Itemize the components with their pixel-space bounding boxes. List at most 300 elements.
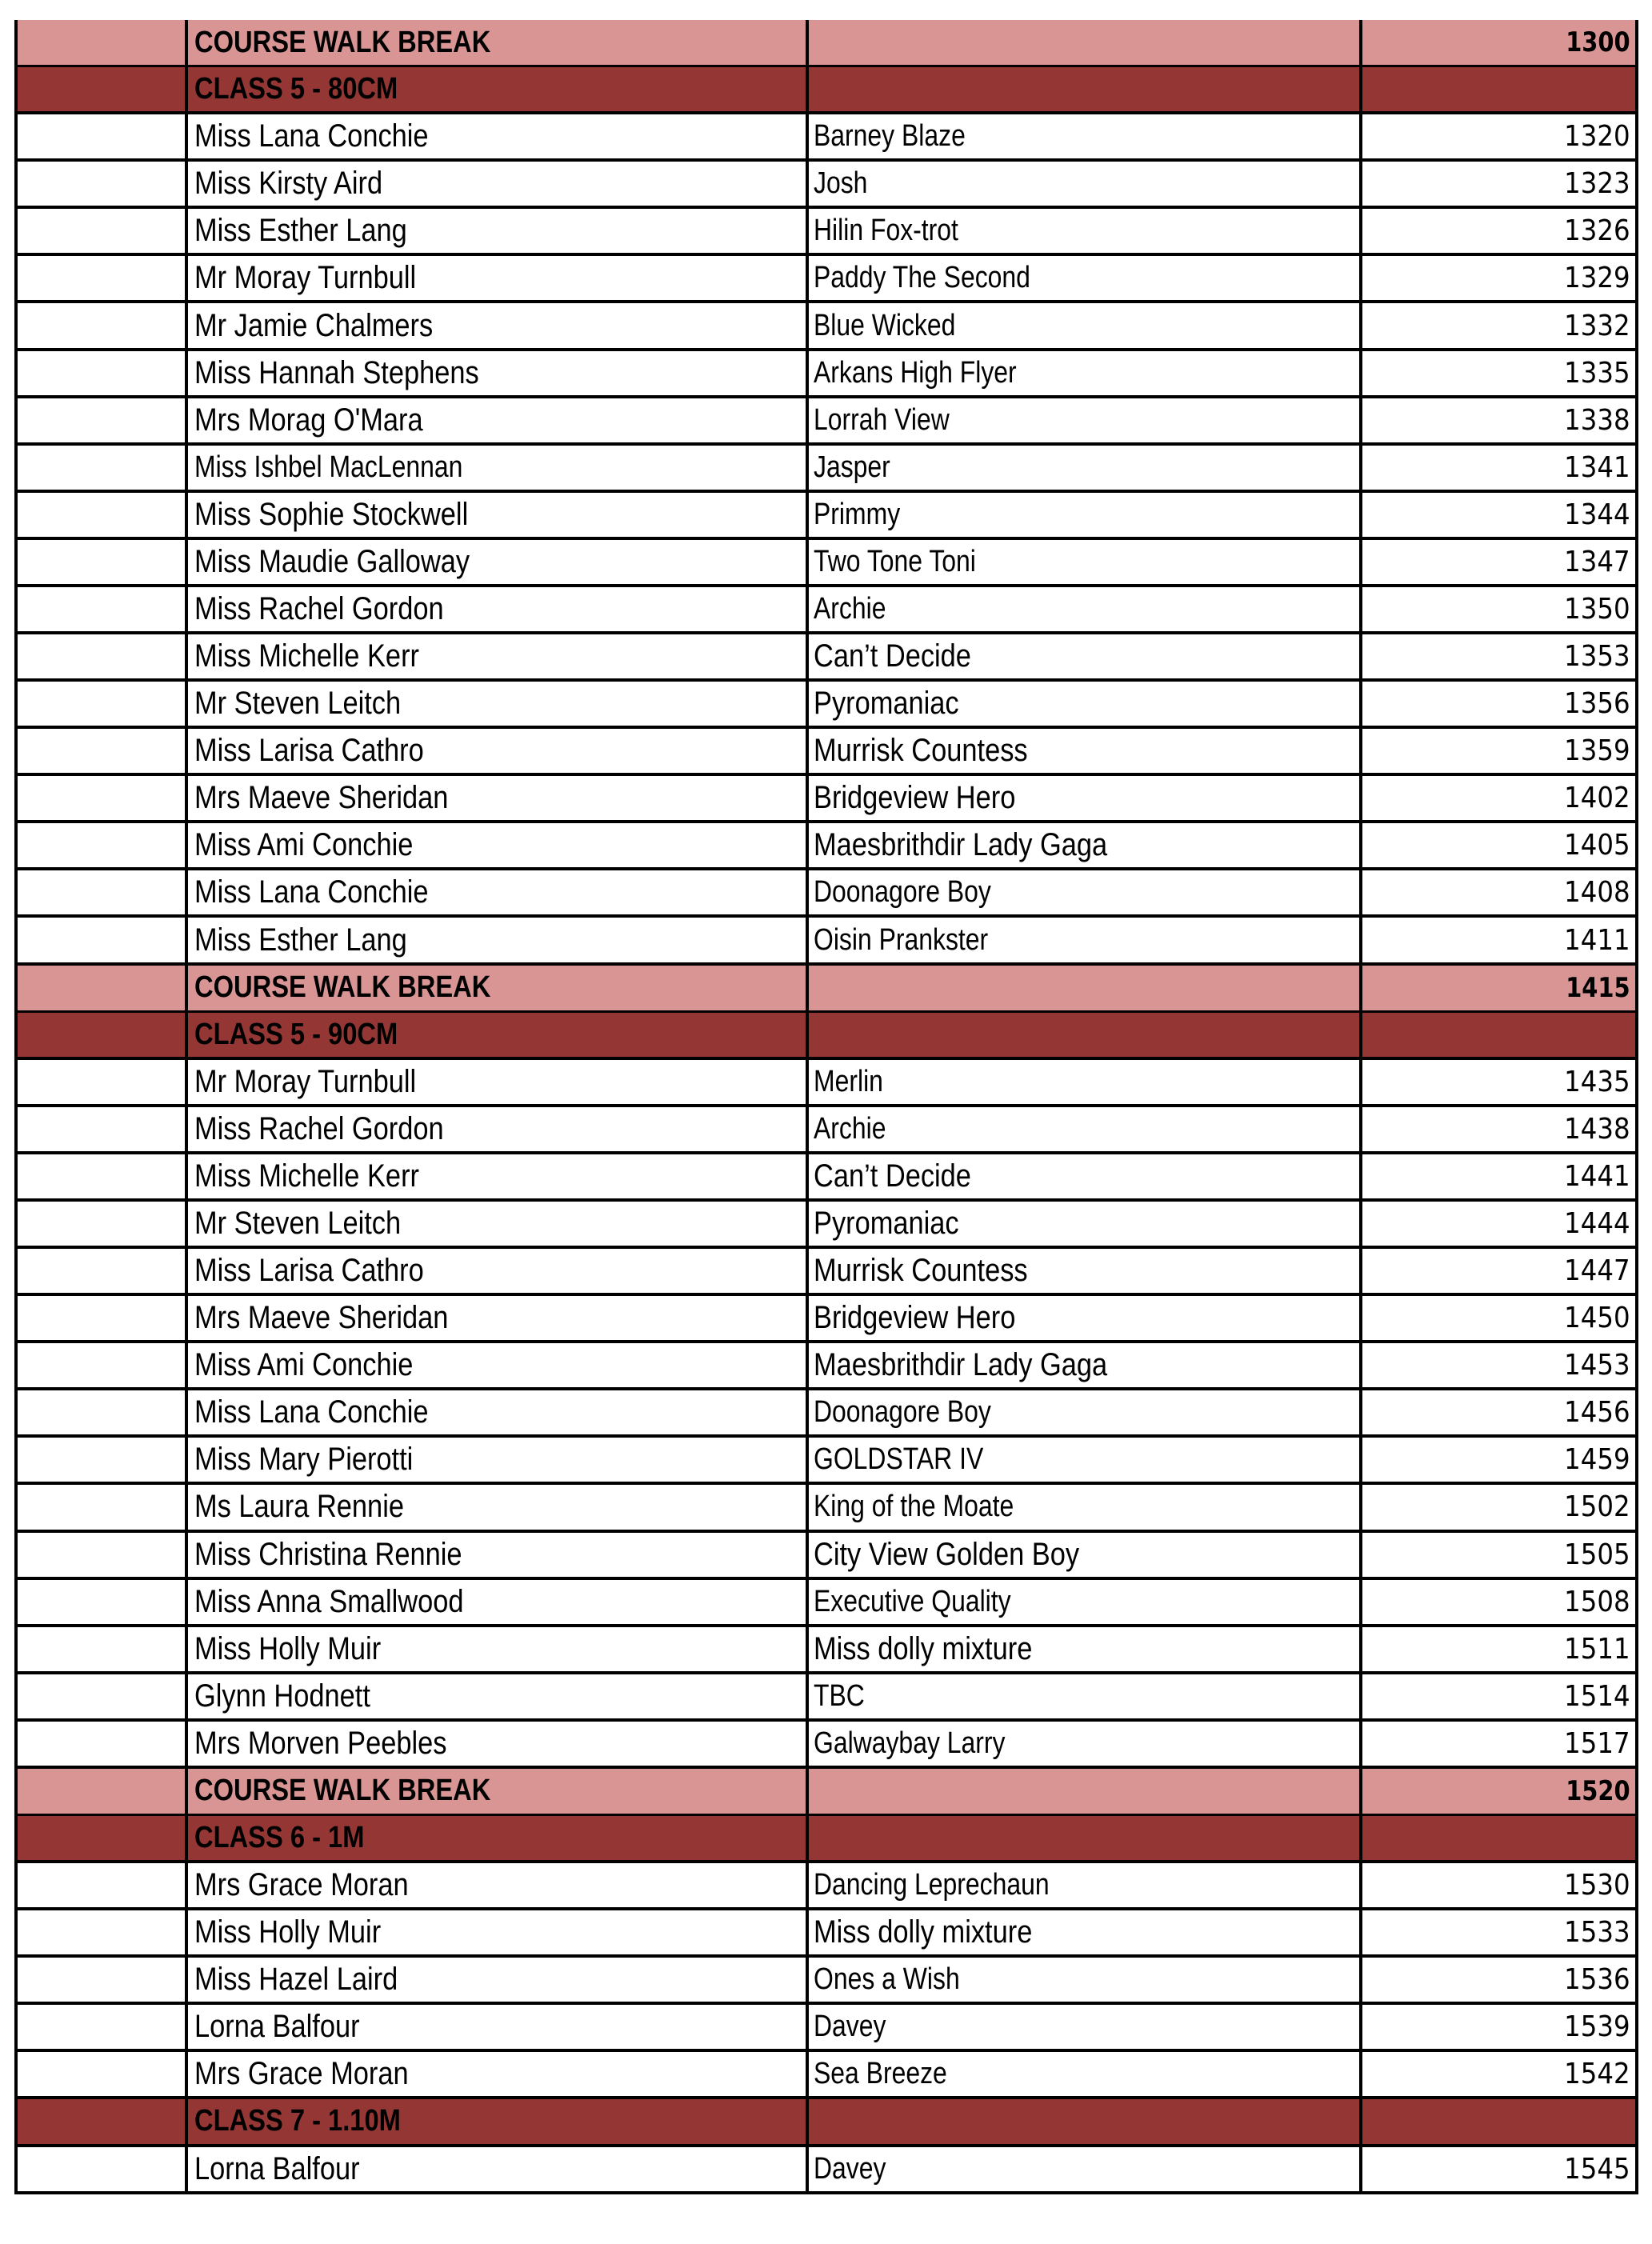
horse-cell (809, 1107, 1362, 1151)
number-cell (18, 2052, 188, 2096)
horse-name: Davey (814, 2010, 886, 2044)
time-cell (1362, 398, 1635, 442)
rider-cell (188, 1107, 809, 1151)
horse-name: Two Tone Toni (814, 544, 976, 578)
start-time: 1359 (1564, 734, 1630, 768)
time-cell (1362, 209, 1635, 253)
horse-cell (809, 1438, 1362, 1482)
time-cell (1362, 162, 1635, 206)
break-time: 1300 (1566, 26, 1630, 59)
number-cell (18, 1202, 188, 1246)
time-cell (1362, 1580, 1635, 1624)
number-cell (18, 634, 188, 678)
rider-cell (188, 2005, 809, 2049)
rider-cell (188, 1390, 809, 1434)
label-cell (188, 67, 809, 111)
number-cell (18, 918, 188, 962)
time-cell (1362, 2099, 1635, 2143)
horse-name: Josh (814, 166, 868, 201)
table-row (18, 1107, 1635, 1154)
rider-cell (188, 493, 809, 537)
horse-name: Archie (814, 1111, 886, 1146)
number-cell (18, 1533, 188, 1577)
time-cell (1362, 303, 1635, 347)
time-cell (1362, 587, 1635, 631)
rider-name: Miss Christina Rennie (194, 1536, 462, 1572)
number-cell (18, 1580, 188, 1624)
horse-name: TBC (814, 1678, 865, 1713)
time-cell (1362, 2005, 1635, 2049)
number-cell (18, 493, 188, 537)
number-cell (18, 1958, 188, 2002)
horse-name: Archie (814, 591, 886, 626)
class-title: CLASS 5 - 90CM (194, 1017, 398, 1051)
number-cell (18, 2005, 188, 2049)
start-time: 1453 (1564, 1349, 1630, 1382)
rider-name: Miss Ami Conchie (194, 1347, 414, 1383)
start-time: 1335 (1564, 356, 1630, 390)
rider-cell (188, 682, 809, 726)
start-time: 1456 (1564, 1396, 1630, 1430)
class-header-row (18, 2099, 1635, 2146)
horse-name: GOLDSTAR IV (814, 1442, 984, 1477)
rider-cell (188, 1627, 809, 1671)
number-cell (18, 823, 188, 867)
horse-cell (809, 1249, 1362, 1293)
horse-cell (809, 1580, 1362, 1624)
horse-cell (809, 1722, 1362, 1766)
horse-cell (809, 114, 1362, 158)
time-cell (1362, 1958, 1635, 2002)
rider-name: Miss Larisa Cathro (194, 1253, 424, 1289)
rider-name: Miss Ami Conchie (194, 827, 414, 863)
table-row (18, 1438, 1635, 1485)
table-row (18, 398, 1635, 446)
table-row (18, 1060, 1635, 1107)
horse-cell (809, 1627, 1362, 1671)
time-cell (1362, 20, 1635, 65)
horse-name: Pyromaniac (814, 686, 959, 722)
start-time: 1326 (1564, 214, 1630, 248)
time-cell (1362, 1863, 1635, 1907)
start-time: 1530 (1564, 1869, 1630, 1902)
table-row (18, 540, 1635, 587)
table-row (18, 351, 1635, 398)
start-time: 1539 (1564, 2010, 1630, 2044)
start-time: 1435 (1564, 1065, 1630, 1098)
horse-name: Murrisk Countess (814, 733, 1028, 769)
time-cell (1362, 1722, 1635, 1766)
horse-name: Jasper (814, 450, 890, 484)
horse-cell (809, 20, 1362, 65)
number-cell (18, 2147, 188, 2191)
time-cell (1362, 918, 1635, 962)
time-cell (1362, 1060, 1635, 1104)
table-row (18, 1863, 1635, 1910)
table-row (18, 776, 1635, 823)
rider-cell (188, 870, 809, 914)
number-cell (18, 398, 188, 442)
number-cell (18, 1863, 188, 1907)
rider-cell (188, 587, 809, 631)
number-cell (18, 1013, 188, 1057)
start-time: 1411 (1564, 923, 1630, 957)
horse-cell (809, 729, 1362, 773)
horse-name: Dancing Leprechaun (814, 1868, 1050, 1902)
horse-cell (809, 776, 1362, 820)
time-cell (1362, 1533, 1635, 1577)
rider-name: Miss Mary Pierotti (194, 1442, 414, 1478)
horse-cell (809, 1769, 1362, 1814)
horse-name: Hilin Fox-trot (814, 214, 958, 248)
rider-cell (188, 1249, 809, 1293)
time-cell (1362, 682, 1635, 726)
horse-cell (809, 1296, 1362, 1340)
horse-cell (809, 1390, 1362, 1434)
horse-cell (809, 1863, 1362, 1907)
horse-cell (809, 67, 1362, 111)
rider-cell (188, 1580, 809, 1624)
horse-cell (809, 2005, 1362, 2049)
horse-name: Oisin Prankster (814, 922, 989, 957)
start-time: 1341 (1564, 450, 1630, 484)
rider-cell (188, 729, 809, 773)
rider-cell (188, 2052, 809, 2096)
start-time: 1459 (1564, 1443, 1630, 1477)
table-row (18, 1958, 1635, 2005)
rider-name: Miss Rachel Gordon (194, 590, 444, 626)
break-time: 1520 (1566, 1774, 1630, 1807)
number-cell (18, 729, 188, 773)
horse-cell (809, 1154, 1362, 1198)
rider-name: Mrs Maeve Sheridan (194, 780, 449, 816)
rider-cell (188, 1722, 809, 1766)
start-time: 1408 (1564, 876, 1630, 910)
horse-name: Murrisk Countess (814, 1253, 1028, 1289)
time-cell (1362, 1769, 1635, 1814)
rider-cell (188, 776, 809, 820)
class-header-row (18, 1816, 1635, 1863)
rider-name: Miss Esther Lang (194, 922, 407, 958)
number-cell (18, 114, 188, 158)
number-cell (18, 870, 188, 914)
time-cell (1362, 1154, 1635, 1198)
horse-name: Bridgeview Hero (814, 1300, 1016, 1336)
number-cell (18, 1107, 188, 1151)
label-cell (188, 1769, 809, 1814)
table-row (18, 446, 1635, 493)
rider-cell (188, 162, 809, 206)
schedule-table (14, 20, 1638, 2194)
time-cell (1362, 634, 1635, 678)
start-time: 1338 (1564, 403, 1630, 437)
start-time: 1508 (1564, 1585, 1630, 1618)
class-header-row (18, 67, 1635, 114)
rider-cell (188, 1910, 809, 1954)
rider-name: Miss Anna Smallwood (194, 1583, 464, 1619)
class-title: CLASS 5 - 80CM (194, 72, 398, 106)
number-cell (18, 351, 188, 395)
table-row (18, 1580, 1635, 1627)
start-time: 1536 (1564, 1963, 1630, 1997)
number-cell (18, 67, 188, 111)
horse-name: Davey (814, 2151, 886, 2186)
time-cell (1362, 540, 1635, 584)
start-time: 1438 (1564, 1112, 1630, 1146)
table-row (18, 1674, 1635, 1722)
rider-name: Mrs Grace Moran (194, 2056, 409, 2092)
time-cell (1362, 446, 1635, 490)
rider-cell (188, 446, 809, 490)
label-cell (188, 1816, 809, 1860)
time-cell (1362, 2052, 1635, 2096)
horse-cell (809, 2099, 1362, 2143)
horse-name: Primmy (814, 497, 901, 531)
rider-name: Mrs Morven Peebles (194, 1725, 447, 1761)
rider-name: Mr Jamie Chalmers (194, 307, 434, 343)
rider-cell (188, 1485, 809, 1529)
start-time: 1450 (1564, 1302, 1630, 1335)
rider-name: Miss Larisa Cathro (194, 733, 424, 769)
horse-name: Sea Breeze (814, 2057, 947, 2091)
time-cell (1362, 1438, 1635, 1482)
rider-name: Miss Lana Conchie (194, 118, 429, 154)
table-row (18, 918, 1635, 965)
horse-name: Miss dolly mixture (814, 1630, 1033, 1666)
horse-name: Doonagore Boy (814, 875, 991, 910)
table-row (18, 634, 1635, 682)
time-cell (1362, 1013, 1635, 1057)
number-cell (18, 1296, 188, 1340)
table-row (18, 729, 1635, 776)
horse-name: Can’t Decide (814, 638, 971, 674)
table-row (18, 2052, 1635, 2099)
time-cell (1362, 729, 1635, 773)
horse-name: Merlin (814, 1064, 883, 1098)
start-time: 1350 (1564, 592, 1630, 626)
table-row (18, 2005, 1635, 2052)
horse-cell (809, 1958, 1362, 2002)
horse-cell (809, 162, 1362, 206)
rider-cell (188, 209, 809, 253)
table-row (18, 2147, 1635, 2194)
number-cell (18, 966, 188, 1010)
time-cell (1362, 966, 1635, 1010)
horse-cell (809, 1485, 1362, 1529)
time-cell (1362, 1816, 1635, 1860)
rider-name: Miss Holly Muir (194, 1630, 382, 1666)
number-cell (18, 1627, 188, 1671)
number-cell (18, 1249, 188, 1293)
time-cell (1362, 1202, 1635, 1246)
rider-cell (188, 114, 809, 158)
time-cell (1362, 1390, 1635, 1434)
rider-cell (188, 2147, 809, 2191)
rider-name: Miss Lana Conchie (194, 1394, 429, 1430)
time-cell (1362, 1107, 1635, 1151)
table-row (18, 303, 1635, 350)
start-time: 1502 (1564, 1490, 1630, 1524)
rider-name: Mr Steven Leitch (194, 1205, 402, 1241)
horse-cell (809, 446, 1362, 490)
table-row (18, 1249, 1635, 1296)
number-cell (18, 2099, 188, 2143)
horse-name: City View Golden Boy (814, 1536, 1080, 1572)
label-cell (188, 20, 809, 65)
rider-name: Miss Michelle Kerr (194, 638, 419, 674)
number-cell (18, 162, 188, 206)
horse-cell (809, 2147, 1362, 2191)
horse-name: Bridgeview Hero (814, 780, 1016, 816)
number-cell (18, 1674, 188, 1718)
rider-name: Miss Maudie Galloway (194, 543, 470, 579)
horse-name: Blue Wicked (814, 308, 956, 342)
rider-name: Miss Rachel Gordon (194, 1110, 444, 1146)
time-cell (1362, 351, 1635, 395)
start-time: 1511 (1564, 1632, 1630, 1666)
start-time: 1447 (1564, 1254, 1630, 1288)
horse-cell (809, 209, 1362, 253)
time-cell (1362, 114, 1635, 158)
start-time: 1332 (1564, 309, 1630, 342)
number-cell (18, 1060, 188, 1104)
rider-cell (188, 1958, 809, 2002)
table-row (18, 1296, 1635, 1343)
break-time: 1415 (1566, 971, 1630, 1004)
start-time: 1353 (1564, 640, 1630, 674)
label-cell (188, 2099, 809, 2143)
time-cell (1362, 2147, 1635, 2191)
number-cell (18, 1722, 188, 1766)
rider-cell (188, 1202, 809, 1246)
table-row (18, 1485, 1635, 1532)
rider-cell (188, 1674, 809, 1718)
time-cell (1362, 1485, 1635, 1529)
break-label: COURSE WALK BREAK (194, 970, 491, 1005)
table-row (18, 1343, 1635, 1390)
class-title: CLASS 6 - 1M (194, 1821, 365, 1854)
table-row (18, 682, 1635, 729)
start-time: 1444 (1564, 1206, 1630, 1240)
start-time: 1517 (1564, 1726, 1630, 1760)
horse-name: Barney Blaze (814, 119, 966, 154)
table-row (18, 1910, 1635, 1958)
table-row (18, 1722, 1635, 1769)
rider-cell (188, 1296, 809, 1340)
start-time: 1347 (1564, 545, 1630, 578)
rider-name: Miss Esther Lang (194, 213, 407, 249)
table-row (18, 1154, 1635, 1202)
horse-cell (809, 1202, 1362, 1246)
number-cell (18, 1154, 188, 1198)
rider-name: Mrs Grace Moran (194, 1867, 409, 1903)
horse-cell (809, 1060, 1362, 1104)
rider-name: Mr Moray Turnbull (194, 1063, 417, 1099)
horse-cell (809, 1674, 1362, 1718)
start-time: 1329 (1564, 262, 1630, 295)
table-row (18, 209, 1635, 256)
start-time: 1505 (1564, 1538, 1630, 1571)
rider-cell (188, 351, 809, 395)
rider-cell (188, 540, 809, 584)
time-cell (1362, 493, 1635, 537)
horse-cell (809, 870, 1362, 914)
start-time: 1405 (1564, 829, 1630, 862)
number-cell (18, 1438, 188, 1482)
horse-name: Lorrah View (814, 402, 950, 437)
rider-cell (188, 918, 809, 962)
rider-cell (188, 303, 809, 347)
number-cell (18, 1769, 188, 1814)
number-cell (18, 1390, 188, 1434)
table-row (18, 162, 1635, 209)
horse-cell (809, 634, 1362, 678)
rider-name: Miss Sophie Stockwell (194, 496, 469, 532)
table-row (18, 256, 1635, 303)
horse-cell (809, 587, 1362, 631)
time-cell (1362, 256, 1635, 300)
start-time: 1323 (1564, 167, 1630, 201)
start-time: 1320 (1564, 120, 1630, 154)
number-cell (18, 446, 188, 490)
break-label: COURSE WALK BREAK (194, 1774, 491, 1808)
rider-name: Mr Moray Turnbull (194, 260, 417, 296)
horse-cell (809, 256, 1362, 300)
horse-cell (809, 966, 1362, 1010)
rider-name: Lorna Balfour (194, 2150, 360, 2186)
rider-name: Miss Michelle Kerr (194, 1158, 419, 1194)
number-cell (18, 776, 188, 820)
rider-name: Mr Steven Leitch (194, 686, 402, 722)
rider-name: Miss Lana Conchie (194, 874, 429, 910)
time-cell (1362, 1249, 1635, 1293)
table-row (18, 1202, 1635, 1249)
rider-cell (188, 1343, 809, 1387)
horse-name: Executive Quality (814, 1584, 1011, 1618)
rider-cell (188, 398, 809, 442)
number-cell (18, 1343, 188, 1387)
horse-cell (809, 351, 1362, 395)
time-cell (1362, 1910, 1635, 1954)
horse-name: Ones a Wish (814, 1962, 960, 1997)
rider-cell (188, 823, 809, 867)
rider-cell (188, 1060, 809, 1104)
horse-cell (809, 493, 1362, 537)
rider-cell (188, 634, 809, 678)
table-row (18, 114, 1635, 162)
start-time: 1542 (1564, 2058, 1630, 2091)
break-row (18, 20, 1635, 67)
number-cell (18, 1910, 188, 1954)
time-cell (1362, 870, 1635, 914)
horse-name: Paddy The Second (814, 261, 1030, 295)
rider-name: Glynn Hodnett (194, 1678, 370, 1714)
horse-name: King of the Moate (814, 1490, 1014, 1524)
rider-name: Mrs Morag O'Mara (194, 402, 423, 438)
start-time: 1514 (1564, 1679, 1630, 1713)
rider-cell (188, 256, 809, 300)
number-cell (18, 1485, 188, 1529)
number-cell (18, 540, 188, 584)
table-row (18, 870, 1635, 918)
horse-name: Can’t Decide (814, 1158, 971, 1194)
horse-name: Miss dolly mixture (814, 1914, 1033, 1950)
start-time: 1356 (1564, 687, 1630, 721)
class-title: CLASS 7 - 1.10M (194, 2104, 401, 2138)
rider-cell (188, 1863, 809, 1907)
time-cell (1362, 1296, 1635, 1340)
table-row (18, 1533, 1635, 1580)
